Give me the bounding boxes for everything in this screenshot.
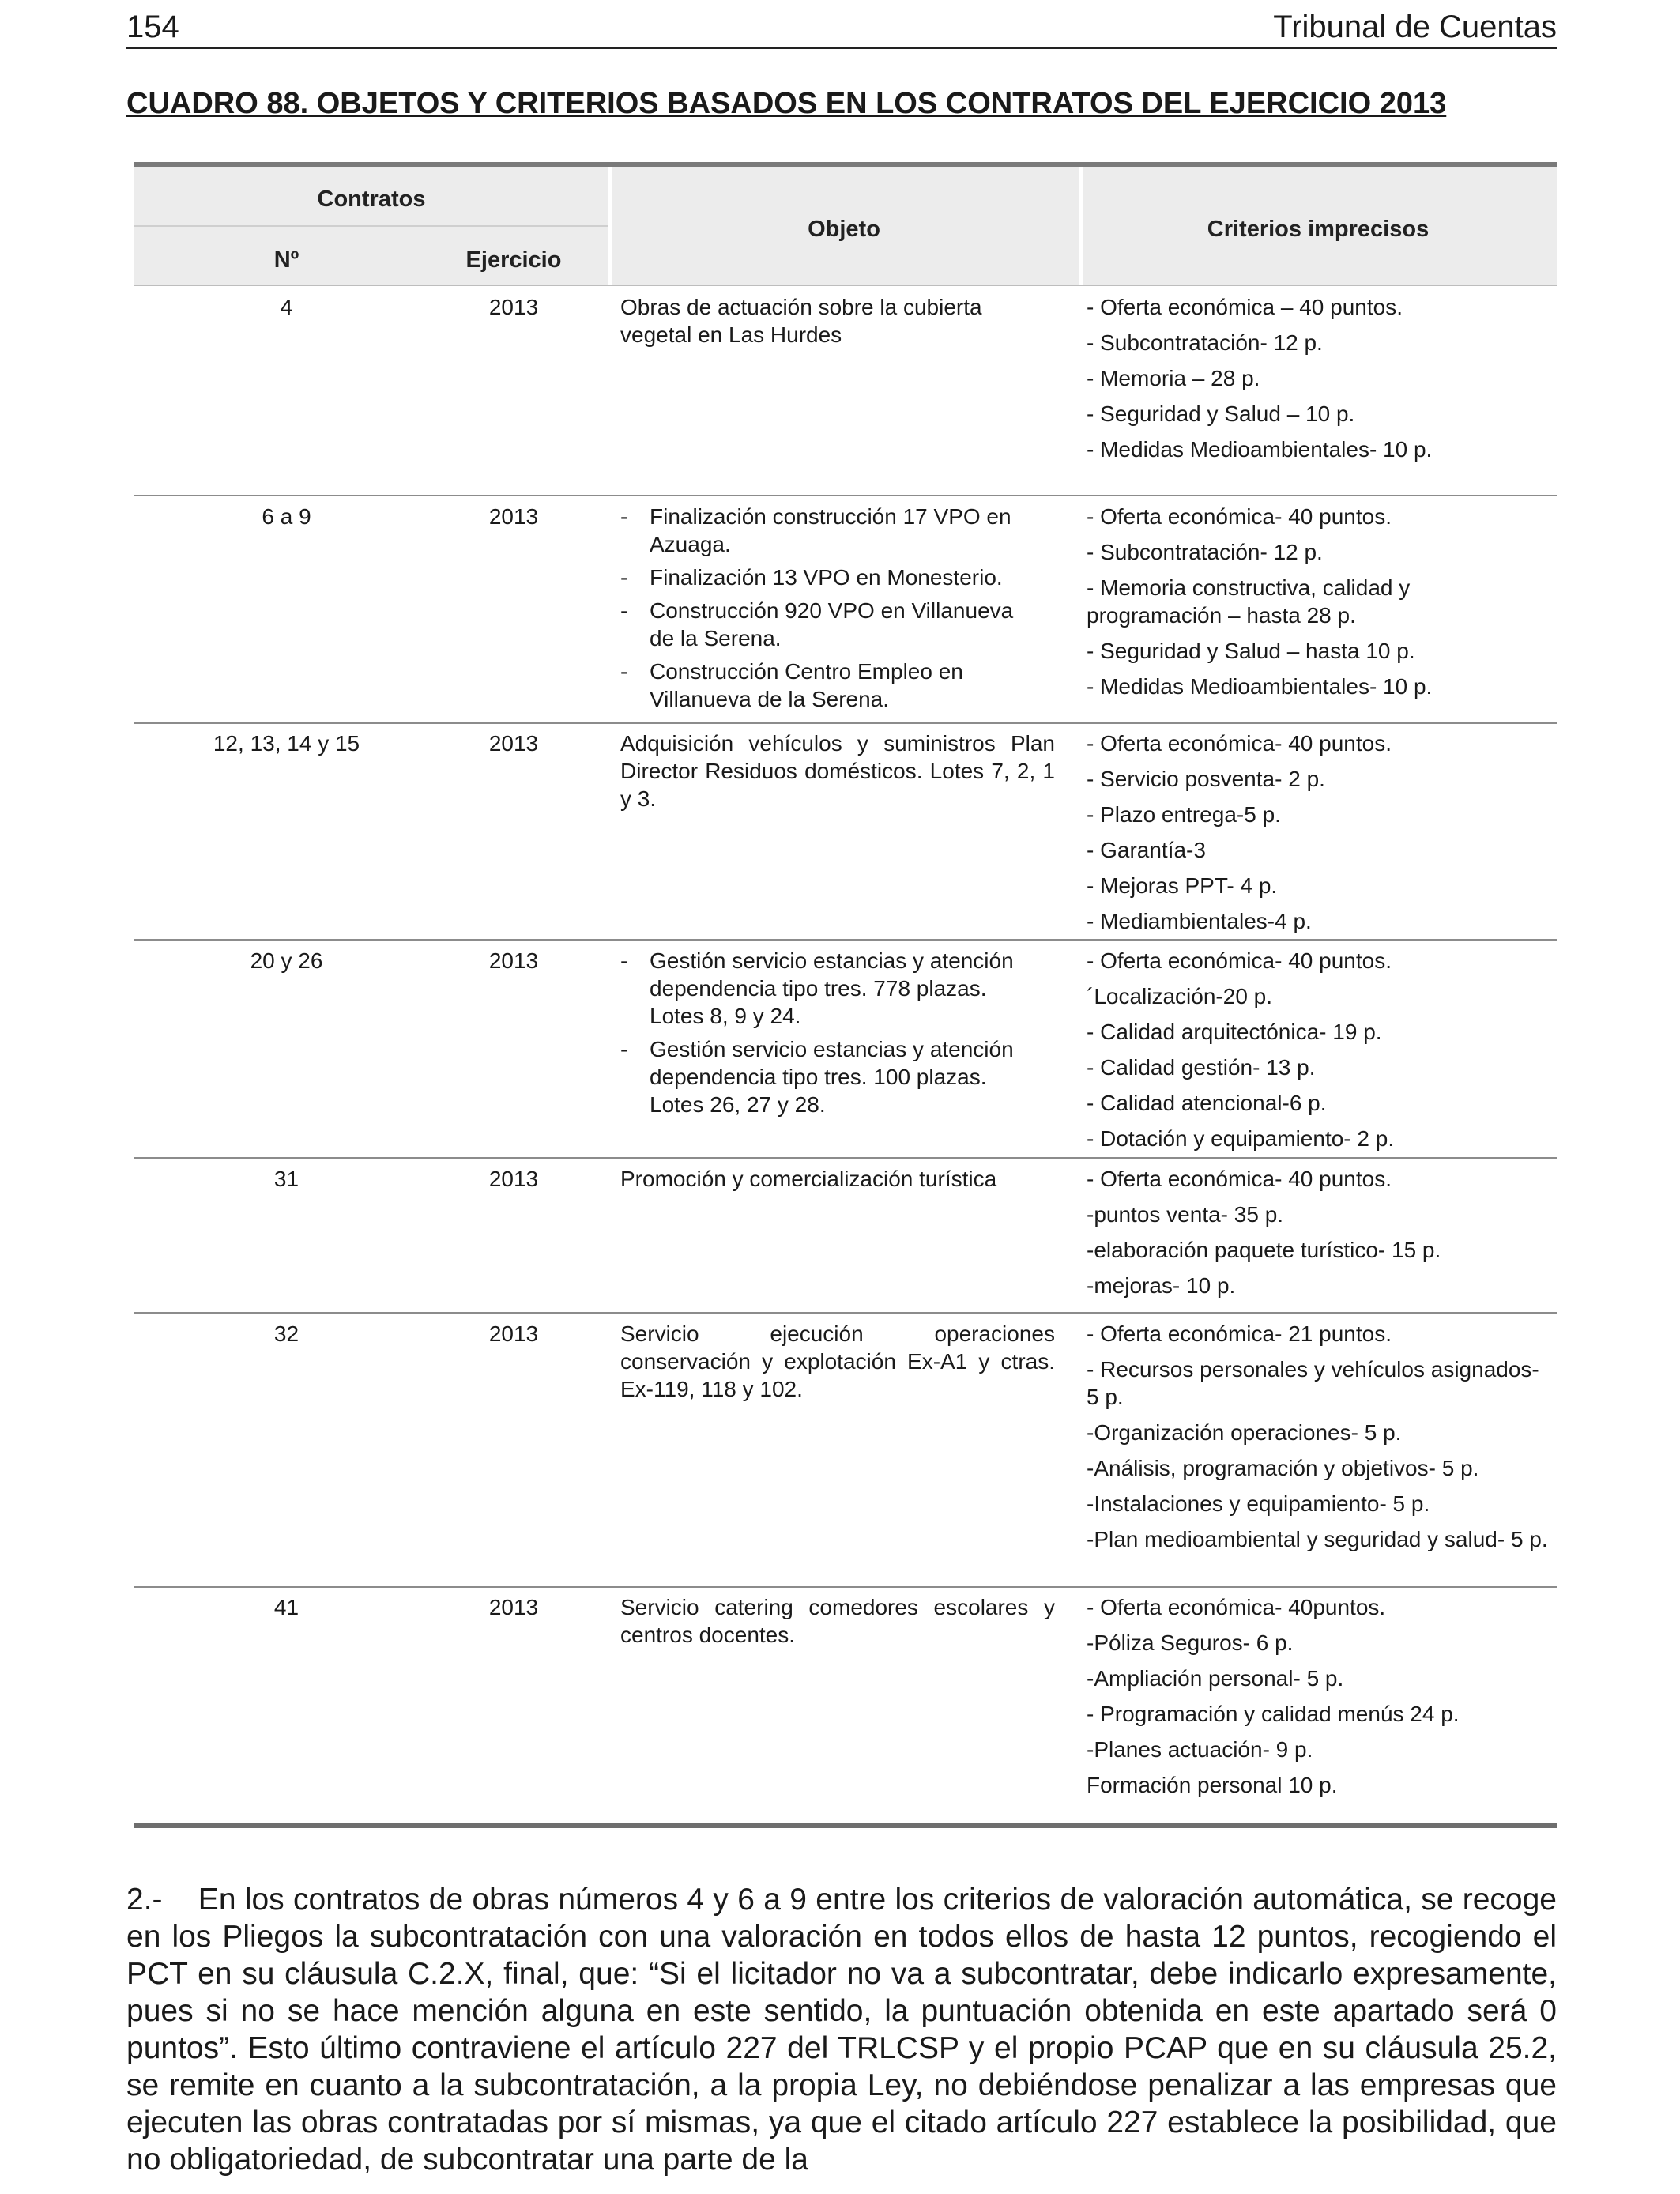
- row-3-criterios: [1087, 729, 1553, 943]
- row-5-ejercicio: 2013: [488, 1167, 539, 1191]
- row-6-objeto: Servicio ejecución operaciones conservación y explotación Ex-A1 y ctras. Ex-119, 118 y 102.: [620, 1321, 1055, 1401]
- row-2-objeto-list: [620, 503, 1031, 718]
- header-subline: [134, 225, 608, 227]
- row-4-ejercicio: 2013: [488, 948, 539, 973]
- row-separator: [134, 939, 1557, 941]
- row-7-numero: 41: [273, 1595, 299, 1619]
- row-4-numero: 20 y 26: [250, 948, 323, 973]
- row-5-objeto: Promoción y comercialización turística: [620, 1167, 997, 1191]
- objeto-item: - Construcción 920 VPO en Villanueva de la Serena.: [620, 597, 1031, 652]
- header-criterios: Criterios imprecisos: [1207, 217, 1430, 242]
- criterion: -Análisis, programación y objetivos- 5 p.: [1087, 1456, 1479, 1480]
- criterion: -mejoras- 10 p.: [1087, 1273, 1236, 1298]
- header-contratos: Contratos: [317, 187, 426, 212]
- row-4-criterios: [1087, 947, 1553, 1160]
- row-5-criterios: [1087, 1165, 1553, 1307]
- criterion: - Medidas Medioambientales- 10 p.: [1087, 674, 1433, 699]
- row-3-numero: 12, 13, 14 y 15: [213, 731, 360, 756]
- criterion: - Memoria constructiva, calidad y programación – hasta 28 p.: [1087, 575, 1411, 628]
- row-4-objeto-list: [620, 947, 1031, 1124]
- criterion: -puntos venta- 35 p.: [1087, 1202, 1284, 1227]
- criterion: - Dotación y equipamiento- 2 p.: [1087, 1126, 1395, 1151]
- row-1-numero: 4: [280, 295, 293, 319]
- row-7-ejercicio: 2013: [488, 1595, 539, 1619]
- row-2-numero: 6 a 9: [262, 504, 311, 529]
- row-separator: [134, 722, 1557, 724]
- criterion: - Mediambientales-4 p.: [1087, 909, 1312, 933]
- page-number: 154: [126, 9, 179, 44]
- criterion: - Oferta económica- 21 puntos.: [1087, 1321, 1392, 1346]
- criterion: -elaboración paquete turístico- 15 p.: [1087, 1238, 1441, 1262]
- criterion: - Subcontratación- 12 p.: [1087, 540, 1323, 564]
- criterion: - Calidad arquitectónica- 19 p.: [1087, 1020, 1382, 1044]
- row-7-criterios: [1087, 1593, 1553, 1807]
- criterion: ´Localización-20 p.: [1087, 984, 1273, 1008]
- row-1-ejercicio: 2013: [488, 295, 539, 319]
- table-header-bottom: [134, 285, 1557, 286]
- objeto-item: - Gestión servicio estancias y atención dependencia tipo tres. 100 plazas. Lotes 26, 27 y 28.: [620, 1035, 1031, 1118]
- criterion: - Seguridad y Salud – hasta 10 p.: [1087, 639, 1415, 663]
- row-1-criterios: [1087, 293, 1553, 471]
- row-separator: [134, 1586, 1557, 1588]
- page-header: [126, 6, 1557, 49]
- criterion: -Plan medioambiental y seguridad y salud- 5 p.: [1087, 1527, 1548, 1551]
- row-2-ejercicio: 2013: [488, 504, 539, 529]
- row-5-numero: 31: [273, 1167, 299, 1191]
- row-1-objeto: Obras de actuación sobre la cubierta vegetal en Las Hurdes: [620, 295, 982, 347]
- row-2-criterios: [1087, 503, 1482, 708]
- criterion: - Subcontratación- 12 p.: [1087, 330, 1323, 355]
- criterion: - Oferta económica- 40 puntos.: [1087, 731, 1392, 756]
- criterion: - Programación y calidad menús 24 p.: [1087, 1702, 1460, 1726]
- body-paragraph: 2.- En los contratos de obras números 4 y 6 a 9 entre los criterios de valoración automática, se recoge en los Pliegos la subcontratación con una valoración en todos ellos de hasta 12 puntos, recogiendo el PCT en su cláusula C.2.X, final, que: “Si el licitador no va a subcontratar, debe indicarlo expresamente, pues si no se hace mención alguna en este sentido, la puntuación obtenida en este apartado será 0 puntos”. Esto último contraviene el artículo 227 del TRLCSP y el propio PCAP que en su cláusula 25.2, se remite en cuanto a la subcontratación, a la propia Ley, no debiéndose penalizar a las empresas que ejecuten las obras contratadas por sí mismas, ya que el citado artículo 227 establece la posibilidad, que no obligatoriedad, de subcontratar una parte de la: [126, 1883, 1557, 2177]
- criterion: - Calidad gestión- 13 p.: [1087, 1055, 1316, 1080]
- row-3-objeto: Adquisición vehículos y suministros Plan Director Residuos domésticos. Lotes 7, 2, 1 y 3.: [620, 731, 1055, 811]
- criterion: - Seguridad y Salud – 10 p.: [1087, 401, 1355, 426]
- header-objeto: Objeto: [808, 217, 880, 242]
- criterion: - Calidad atencional-6 p.: [1087, 1091, 1327, 1115]
- row-6-numero: 32: [273, 1321, 299, 1346]
- criterion: - Oferta económica- 40puntos.: [1087, 1595, 1386, 1619]
- criterion: - Oferta económica- 40 puntos.: [1087, 504, 1392, 529]
- criterion: - Memoria – 28 p.: [1087, 366, 1260, 390]
- row-separator: [134, 1312, 1557, 1314]
- objeto-item: - Finalización construcción 17 VPO en Azuaga.: [620, 503, 1031, 558]
- row-separator: [134, 1157, 1557, 1159]
- criterion: -Instalaciones y equipamiento- 5 p.: [1087, 1491, 1430, 1516]
- criterion: - Recursos personales y vehículos asignados- 5 p.: [1087, 1357, 1539, 1409]
- criterion: - Plazo entrega-5 p.: [1087, 802, 1281, 827]
- table-bottom-rule: [134, 1823, 1557, 1828]
- table-title: CUADRO 88. OBJETOS Y CRITERIOS BASADOS EN LOS CONTRATOS DEL EJERCICIO 2013: [126, 87, 1447, 120]
- criterion: - Garantía-3: [1087, 838, 1206, 862]
- objeto-item: - Construcción Centro Empleo en Villanueva de la Serena.: [620, 658, 1031, 713]
- criterion: - Servicio posventa- 2 p.: [1087, 767, 1325, 791]
- criterion: - Mejoras PPT- 4 p.: [1087, 873, 1278, 898]
- criterion: -Póliza Seguros- 6 p.: [1087, 1630, 1294, 1655]
- page-institution: Tribunal de Cuentas: [1273, 9, 1557, 44]
- criterion: - Medidas Medioambientales- 10 p.: [1087, 437, 1433, 462]
- criterion: - Oferta económica- 40 puntos.: [1087, 1167, 1392, 1191]
- row-separator: [134, 495, 1557, 496]
- row-7-objeto: Servicio catering comedores escolares y centros docentes.: [620, 1595, 1055, 1647]
- criterion: -Planes actuación- 9 p.: [1087, 1737, 1313, 1762]
- objeto-item: - Gestión servicio estancias y atención dependencia tipo tres. 778 plazas. Lotes 8, 9 y 24.: [620, 947, 1031, 1030]
- criterion: Formación personal 10 p.: [1087, 1773, 1338, 1797]
- criterion: - Oferta económica- 40 puntos.: [1087, 948, 1392, 973]
- criterion: - Oferta económica – 40 puntos.: [1087, 295, 1403, 319]
- objeto-item: - Finalización 13 VPO en Monesterio.: [620, 564, 1031, 591]
- criterion: -Ampliación personal- 5 p.: [1087, 1666, 1344, 1691]
- row-6-ejercicio: 2013: [488, 1321, 539, 1346]
- row-3-ejercicio: 2013: [488, 731, 539, 756]
- header-numero: Nº: [273, 247, 299, 273]
- header-ejercicio: Ejercicio: [465, 247, 562, 273]
- row-6-criterios: [1087, 1320, 1553, 1561]
- criterion: -Organización operaciones- 5 p.: [1087, 1420, 1402, 1445]
